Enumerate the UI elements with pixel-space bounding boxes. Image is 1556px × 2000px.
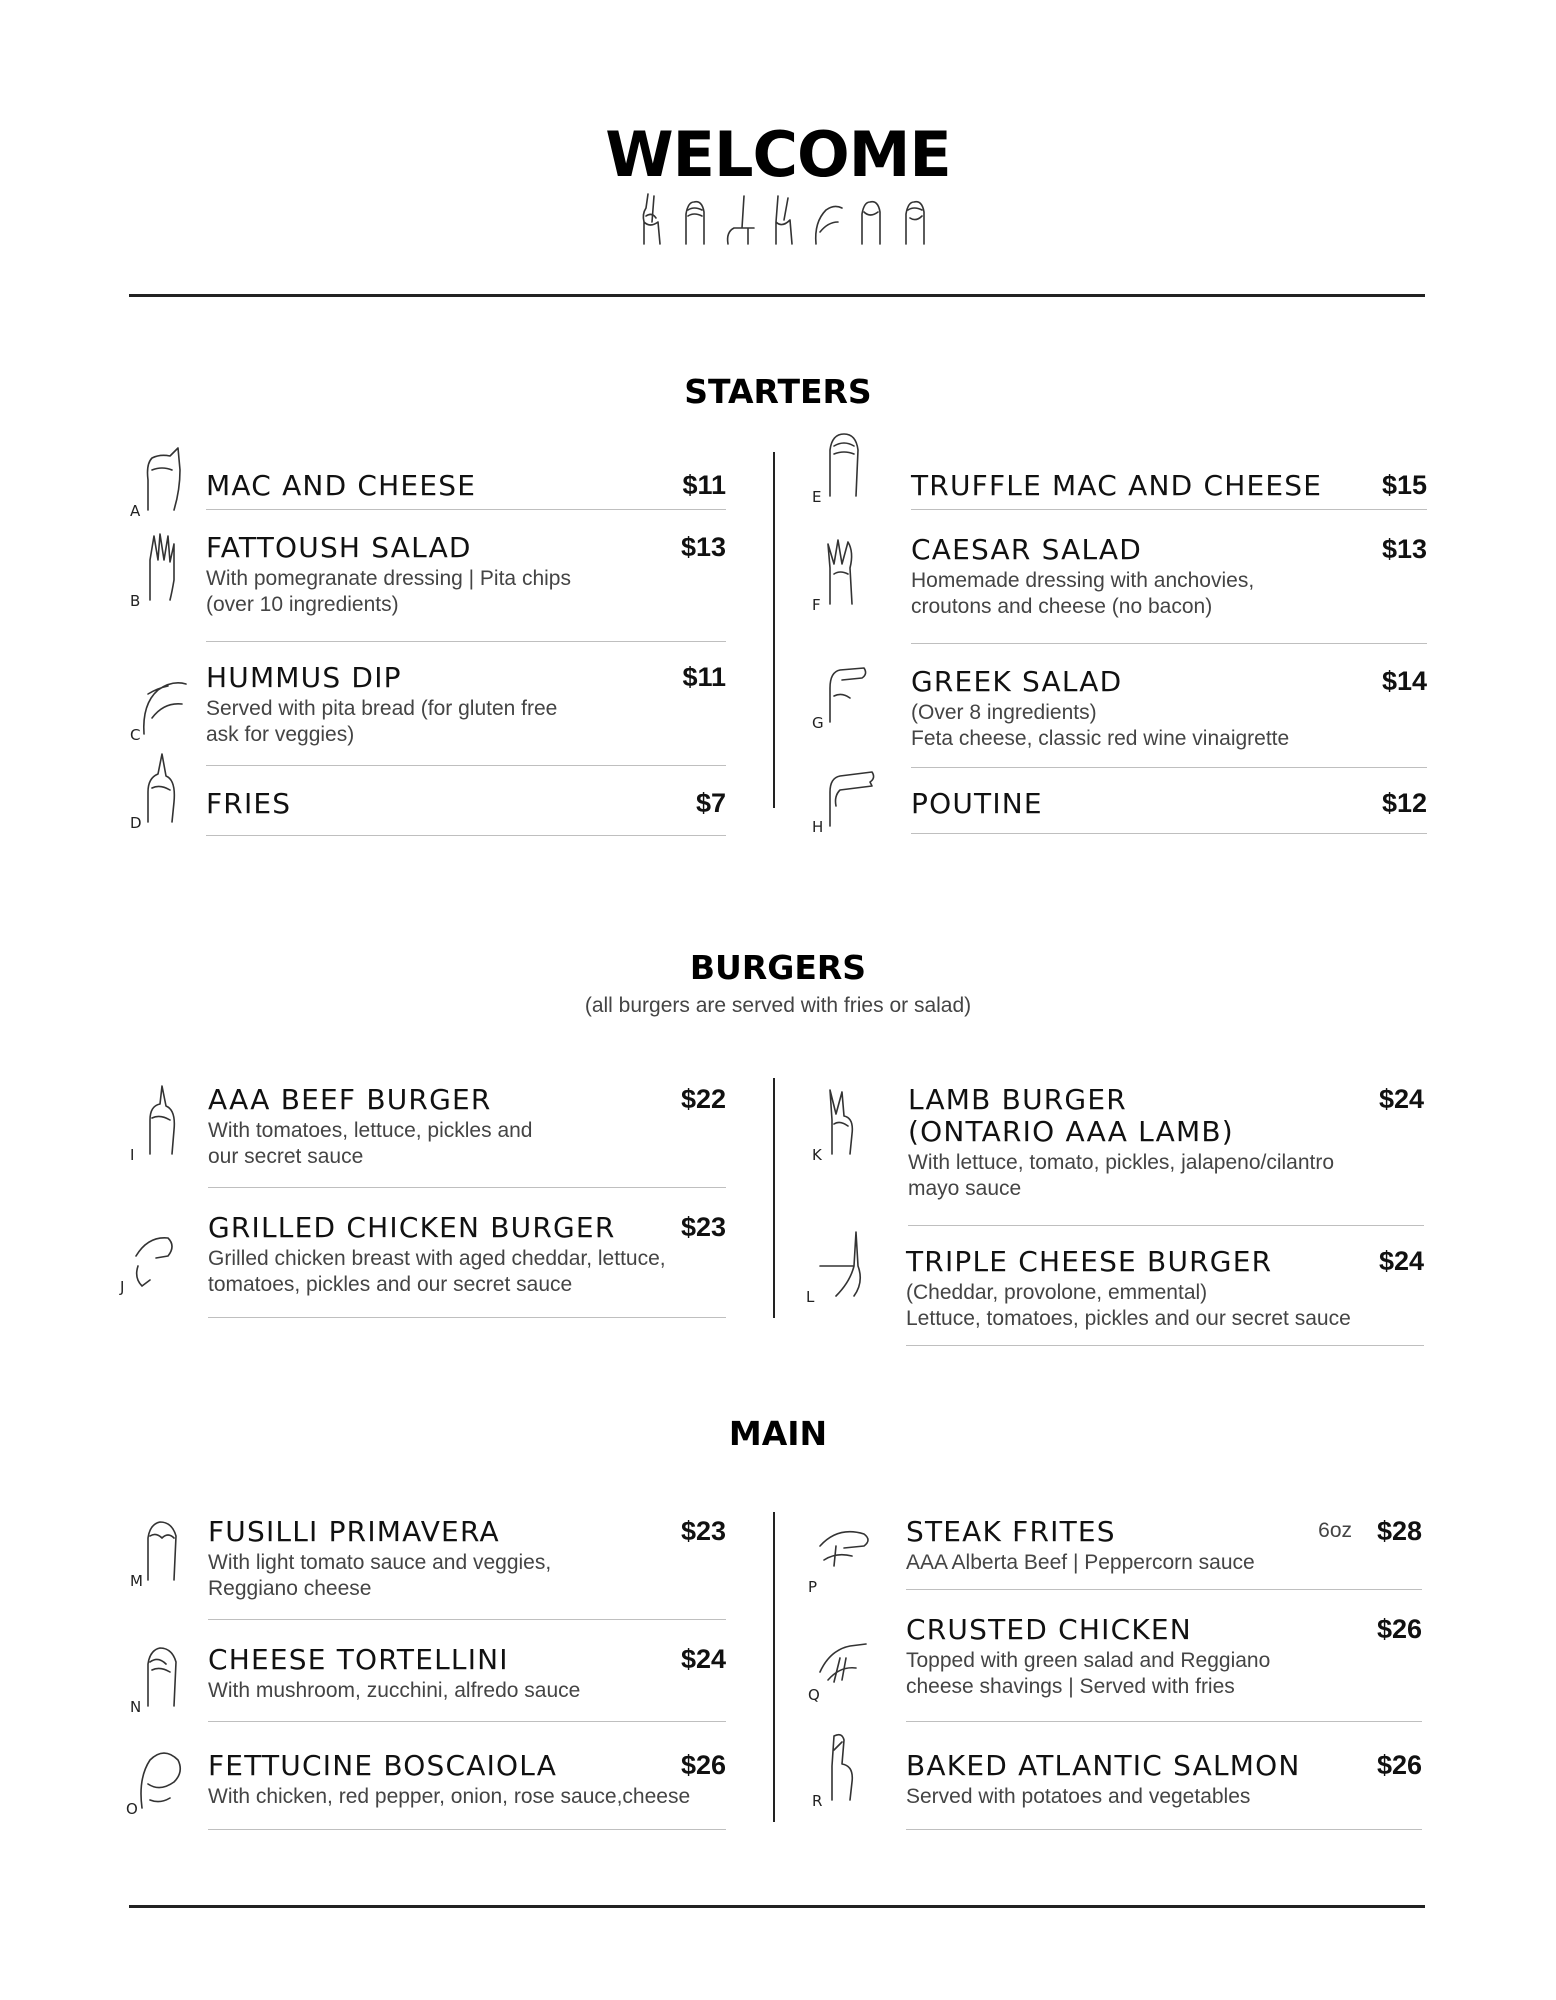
asl-hand-o-icon (126, 1738, 194, 1822)
menu-item-fettucine-boscaiola (208, 1750, 726, 1830)
menu-item-divider (208, 1187, 726, 1189)
asl-letter-label: H (812, 818, 824, 836)
menu-item-name: FUSILLI PRIMAVERA (208, 1515, 500, 1548)
menu-item-price: $28 (1376, 1516, 1422, 1546)
menu-item-divider (911, 509, 1427, 511)
menu-item-divider (911, 767, 1427, 769)
asl-hand-e-icon (812, 426, 880, 510)
menu-item-size: 6oz (1318, 1519, 1352, 1542)
menu-item-divider (906, 1589, 1422, 1591)
asl-letter-label: N (130, 1698, 142, 1716)
page-title: WELCOME (605, 118, 951, 191)
header-divider (129, 294, 1425, 297)
menu-item-divider (906, 1721, 1422, 1723)
menu-item-description: With pomegranate dressing | Pita chips (over 10 ingredients) (206, 567, 571, 616)
menu-item-baked-atlantic-salmon (906, 1750, 1422, 1830)
menu-item-truffle-mac-and-cheese (911, 470, 1427, 510)
menu-item-divider (911, 643, 1427, 645)
menu-item-grilled-chicken-burger (208, 1212, 726, 1318)
menu-item-fusilli-primavera (208, 1516, 726, 1620)
asl-hand-d-icon (130, 752, 198, 836)
menu-item-name: TRIPLE CHEESE BURGER (906, 1245, 1273, 1278)
menu-item-divider (206, 641, 726, 643)
menu-item-name: MAC AND CHEESE (206, 469, 477, 502)
menu-item-name: FATTOUSH SALAD (206, 531, 472, 564)
menu-item-price: $11 (682, 662, 726, 692)
menu-item-divider (908, 1225, 1424, 1227)
menu-item-mac-and-cheese (206, 470, 726, 510)
menu-item-hummus-dip (206, 662, 726, 766)
menu-item-price: $15 (1381, 470, 1427, 500)
asl-letter-label: F (812, 596, 821, 614)
menu-item-divider (208, 1721, 726, 1723)
menu-item-name: FRIES (206, 787, 292, 820)
menu-item-name: STEAK FRITES (906, 1515, 1116, 1548)
starters-column-divider (773, 452, 775, 808)
burgers-subtitle: (all burgers are served with fries or salad) (584, 994, 972, 1017)
asl-letter-label: G (812, 714, 824, 732)
menu-item-name: GRILLED CHICKEN BURGER (208, 1211, 616, 1244)
menu-item-name: POUTINE (911, 787, 1043, 820)
burgers-heading: BURGERS (689, 948, 867, 987)
menu-item-description: Topped with green salad and Reggiano cheese shavings | Served with fries (906, 1649, 1271, 1698)
menu-item-divider (208, 1317, 726, 1319)
asl-hand-c-icon (130, 664, 198, 748)
asl-hand-j-icon (120, 1216, 188, 1300)
menu-item-cheese-tortellini (208, 1644, 726, 1722)
menu-item-greek-salad (911, 666, 1427, 768)
menu-item-description: Served with potatoes and vegetables (906, 1785, 1251, 1808)
menu-item-description: (Cheddar, provolone, emmental) Lettuce, tomatoes, pickles and our secret sauce (906, 1281, 1351, 1330)
menu-item-price: $11 (682, 470, 726, 500)
starters-heading: STARTERS (684, 372, 872, 411)
menu-item-price: $24 (1378, 1084, 1424, 1114)
menu-item-divider (906, 1345, 1424, 1347)
asl-hand-g-icon (812, 652, 880, 736)
asl-letter-label: M (130, 1572, 143, 1590)
menu-item-name: GREEK SALAD (911, 665, 1123, 698)
asl-hand-b-icon (130, 530, 198, 614)
asl-hand-h-icon (812, 756, 880, 840)
asl-letter-label: D (130, 814, 142, 832)
menu-item-triple-cheese-burger (906, 1246, 1424, 1346)
menu-item-name: CHEESE TORTELLINI (208, 1643, 509, 1676)
menu-item-fries (206, 788, 726, 836)
menu-item-name: LAMB BURGER (ONTARIO AAA LAMB) (908, 1083, 1234, 1148)
menu-item-divider (911, 833, 1427, 835)
menu-item-divider (206, 765, 726, 767)
asl-letter-label: C (130, 726, 141, 744)
menu-item-price: $13 (680, 532, 726, 562)
menu-item-description: With light tomato sauce and veggies, Reggiano cheese (208, 1551, 552, 1600)
menu-item-description: (Over 8 ingredients) Feta cheese, classic red wine vinaigrette (911, 701, 1290, 750)
burgers-column-divider (773, 1078, 775, 1318)
menu-item-steak-frites (906, 1516, 1422, 1590)
menu-item-description: With mushroom, zucchini, alfredo sauce (208, 1679, 581, 1702)
menu-item-description: AAA Alberta Beef | Peppercorn sauce (906, 1551, 1255, 1574)
asl-letter-label: I (130, 1146, 135, 1164)
asl-hand-q-icon (808, 1624, 876, 1708)
menu-item-divider (206, 835, 726, 837)
asl-hand-p-icon (808, 1516, 876, 1600)
menu-item-fattoush-salad (206, 532, 726, 642)
menu-item-price: $23 (680, 1212, 726, 1242)
asl-hand-r-icon (812, 1730, 880, 1814)
main-column-divider (773, 1512, 775, 1822)
asl-letter-label: E (812, 488, 822, 506)
menu-item-description: With chicken, red pepper, onion, rose sauce,cheese (208, 1785, 691, 1808)
menu-item-price: $7 (695, 788, 726, 818)
menu-item-name: BAKED ATLANTIC SALMON (906, 1749, 1301, 1782)
asl-hand-f-icon (812, 534, 880, 618)
menu-item-divider (906, 1829, 1422, 1831)
main-heading: MAIN (728, 1414, 828, 1453)
menu-item-price: $26 (680, 1750, 726, 1780)
menu-item-name: CAESAR SALAD (911, 533, 1143, 566)
menu-item-caesar-salad (911, 534, 1427, 644)
menu-item-name: FETTUCINE BOSCAIOLA (208, 1749, 558, 1782)
menu-item-price: $26 (1376, 1614, 1422, 1644)
menu-item-name: AAA BEEF BURGER (208, 1083, 492, 1116)
menu-item-description: With lettuce, tomato, pickles, jalapeno/cilantro mayo sauce (908, 1151, 1335, 1200)
asl-letter-label: Q (808, 1686, 820, 1704)
asl-hand-a-icon (130, 440, 198, 524)
asl-hand-k-icon (812, 1084, 880, 1168)
menu-item-description: Grilled chicken breast with aged cheddar, lettuce, tomatoes, pickles and our secret sauce (208, 1247, 666, 1296)
asl-letter-label: R (812, 1792, 823, 1810)
menu-item-price: $23 (680, 1516, 726, 1546)
menu-item-lamb-burger-ontario-aaa-lamb (908, 1084, 1424, 1226)
menu-item-description: Served with pita bread (for gluten free ask for veggies) (206, 697, 558, 746)
asl-letter-label: B (130, 592, 141, 610)
menu-item-description: With tomatoes, lettuce, pickles and our secret sauce (208, 1119, 533, 1168)
menu-item-price: $12 (1381, 788, 1427, 818)
menu-item-name: TRUFFLE MAC AND CHEESE (911, 469, 1323, 502)
menu-item-divider (208, 1619, 726, 1621)
asl-letter-label: J (120, 1278, 125, 1296)
asl-letter-label: P (808, 1578, 818, 1596)
menu-item-divider (208, 1829, 726, 1831)
asl-hand-n-icon (130, 1636, 198, 1720)
menu-item-description: Homemade dressing with anchovies, croutons and cheese (no bacon) (911, 569, 1255, 618)
menu-item-name: HUMMUS DIP (206, 661, 402, 694)
menu-item-divider (206, 509, 726, 511)
menu-item-crusted-chicken (906, 1614, 1422, 1722)
menu-item-price: $13 (1381, 534, 1427, 564)
menu-item-price: $24 (680, 1644, 726, 1674)
menu-item-price: $22 (680, 1084, 726, 1114)
footer-divider (129, 1905, 1425, 1908)
asl-letter-label: L (806, 1288, 815, 1306)
menu-item-price: $24 (1378, 1246, 1424, 1276)
sign-language-hands-icon (632, 192, 952, 248)
menu-item-poutine (911, 788, 1427, 834)
asl-letter-label: K (812, 1146, 822, 1164)
asl-hand-i-icon (130, 1084, 198, 1168)
asl-letter-label: A (130, 502, 141, 520)
asl-letter-label: O (126, 1800, 138, 1818)
asl-hand-m-icon (130, 1510, 198, 1594)
menu-item-name: CRUSTED CHICKEN (906, 1613, 1192, 1646)
menu-item-price: $26 (1376, 1750, 1422, 1780)
asl-hand-l-icon (806, 1226, 874, 1310)
menu-item-aaa-beef-burger (208, 1084, 726, 1188)
menu-item-price: $14 (1381, 666, 1427, 696)
